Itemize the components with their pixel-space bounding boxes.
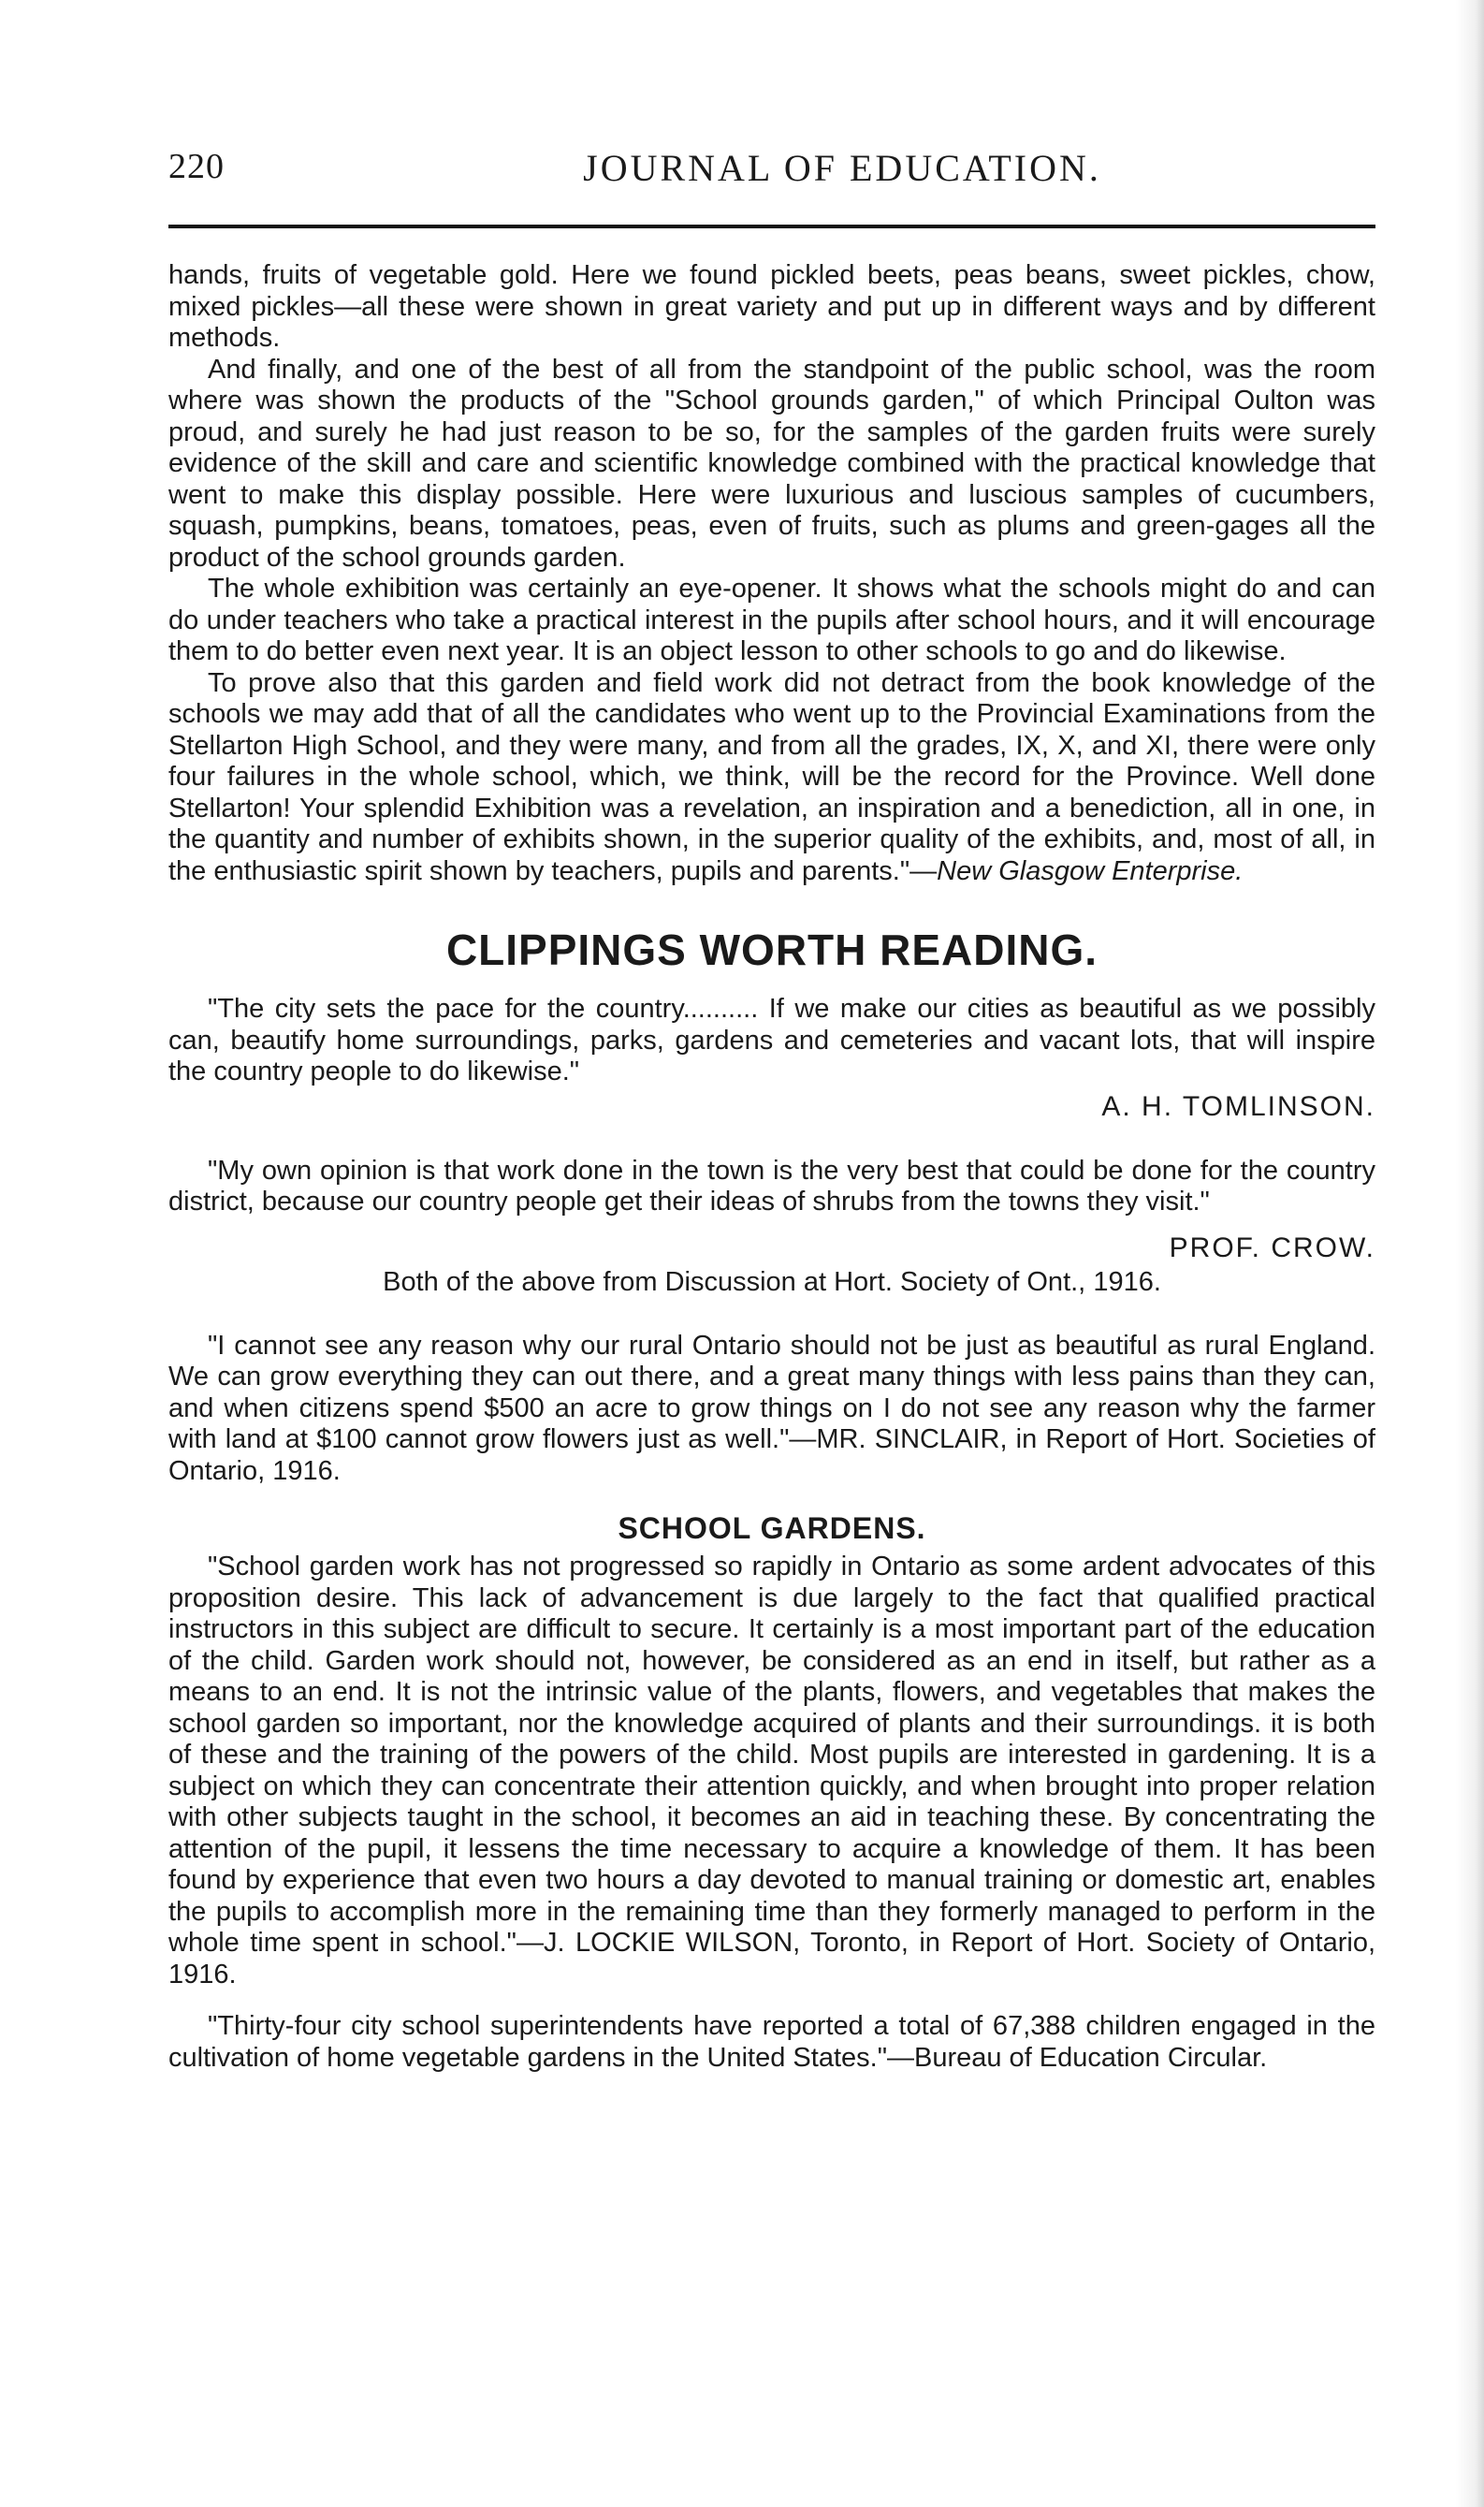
article-paragraph-4 [168, 668, 1375, 888]
school-gardens-paragraph: "School garden work has not progressed so rapidly in Ontario as some ardent advocates of this proposition desire. This lack of advancement is due largely to the fact that qualified practical instructors in this subject are difficult to secure. It certainly is a most important part of the education of the child. Garden work should not, however, be considered as an end in itself, but rather as a means to an end. It is not the intrinsic value of the plants, flowers, and vegetables that makes the school garden so important, nor the knowledge acquired of plants and their surroundings. it is both of these and the training of the powers of the child. Most pupils are interested in gardening. It is a subject on which they can concentrate their attention quickly, and when brought into proper relation with other subjects taught in the school, it becomes an aid in teaching these. By concentrating the attention of the pupil, it lessens the time necessary to acquire a knowledge of them. It has been found by experience that even two hours a day devoted to manual training or domestic art, enables the pupils to accomplish more in the remaining time than they formerly managed to perform in the whole time spent in school."—J. LOCKIE WILSON, Toronto, in Report of Hort. Society of Ontario, 1916. [168, 1552, 1375, 1990]
clipping-both-source-text: Both of the above from Discussion at Hort. Society of Ont., [383, 1266, 1086, 1297]
page-header [168, 140, 1375, 197]
clipping-quote-3: "I cannot see any reason why our rural Ontario should not be just as beautiful as rural England. We can grow everything they can out there, and a great many things with less pains than they can, and when citizens spend $500 an acre to grow things on I do not see any reason why the farmer with land at $100 cannot grow flowers just as well."—MR. SINCLAIR, in Report of Hort. Societies of Ontario, 1916. [168, 1330, 1375, 1486]
header-rule [168, 225, 1375, 228]
article-continuation [168, 260, 1375, 887]
clipping-quote-2-author-name: PROF. CROW. [1169, 1232, 1375, 1263]
article-source: New Glasgow Enterprise. [937, 855, 1244, 886]
school-gardens-closing: "Thirty-four city school superintendents have reported a total of 67,388 children engaged in the cultivation of home vegetable gardens in the United States."—Bureau of Education Circular. [168, 2011, 1375, 2073]
page-edge-shadow [1456, 0, 1484, 2507]
article-paragraph-2: And finally, and one of the best of all from the standpoint of the public school, was the room where was shown the products of the "School grounds garden," of which Principal Oulton was proud, and surely he had just reason to be so, for the samples of the garden fruits were surely evidence of the skill and care and scientific knowledge combined with the practical knowledge that went to make this display possible. Here were luxurious and luscious samples of cucumbers, squash, pumpkins, beans, tomatoes, peas, even of fruits, such as plums and green-gages all the product of the school grounds garden. [168, 354, 1375, 573]
clipping-quote-1: "The city sets the pace for the country.......... If we make our cities as beautiful as we possibly can, beautify home surroundings, parks, gardens and cemeteries and vacant lots, that will inspire the country people to do likewise." [168, 994, 1375, 1086]
clipping-quote-2-year: 1916. [1093, 1266, 1161, 1297]
article-paragraph-3: The whole exhibition was certainly an eye-opener. It shows what the schools might do and can do under teachers who take a practical interest in the pupils after school hours, and it will encourage them to do better even next year. It is an object lesson to other schools to go and do likewise. [168, 574, 1375, 666]
article-paragraph-4-text: To prove also that this garden and field work did not detract from the book knowledge of the schools we may add that of all the candidates who went up to the Provincial Examinations from the Stellarton High School, and they were many, and from all the grades, IX, X, and XI, there were only four failures in the whole school, which, we think, will be the record for the Province. Well done Stellarton! Your splendid Exhibition was a revelation, an inspiration and a benediction, all in one, in the quantity and number of exhibits shown, in the superior quality of the exhibits, and, most of all, in the enthusiastic spirit shown by teachers, pupils and parents."— [168, 667, 1375, 886]
clipping-quote-1-author: A. H. TOMLINSON. [1101, 1090, 1375, 1122]
school-gardens-section [168, 1552, 1375, 2074]
clippings-section [168, 994, 1375, 1487]
page-content [168, 260, 1375, 2074]
section-title-school-gardens: SCHOOL GARDENS. [618, 1511, 926, 1545]
clipping-quote-2-author [168, 1232, 1375, 1265]
page-number: 220 [168, 147, 225, 186]
section-title-clippings: CLIPPINGS WORTH READING. [445, 926, 1098, 974]
clipping-both-source [168, 1265, 1375, 1299]
article-paragraph-1: hands, fruits of vegetable gold. Here we found pickled beets, peas beans, sweet pickles, chow, mixed pickles—all these were shown in great variety and put up in different ways and by different methods. [168, 260, 1375, 353]
clipping-quote-2: "My own opinion is that work done in the town is the very best that could be done for the country district, because our country people get their ideas of shrubs from the towns they visit." [168, 1155, 1375, 1217]
running-title: JOURNAL OF EDUCATION. [583, 147, 1101, 189]
